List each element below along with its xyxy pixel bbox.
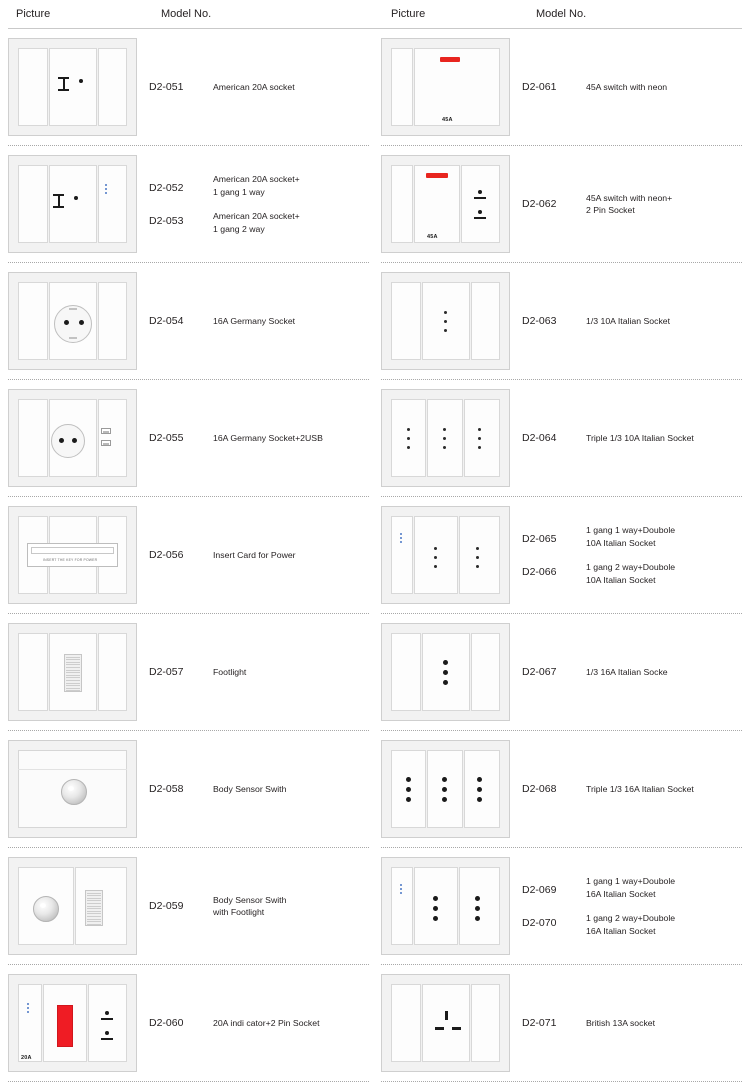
- model-number: D2-059: [149, 900, 184, 912]
- table-row: [381, 29, 742, 146]
- model-list: [522, 307, 578, 335]
- left-column: [8, 29, 375, 1082]
- model-list: [522, 424, 578, 452]
- model-list: [149, 892, 205, 920]
- description: Body Sensor Swith: [213, 783, 287, 794]
- model-number: D2-056: [149, 549, 184, 561]
- model-number: D2-055: [149, 432, 184, 444]
- product-image-d2-054: [8, 272, 137, 370]
- body-sensor-footlight-art: [8, 857, 137, 955]
- description: [586, 912, 742, 937]
- germany-socket-usb-art: [8, 389, 137, 487]
- model-list: [149, 1009, 205, 1037]
- model-number: D2-054: [149, 315, 184, 327]
- description: [213, 894, 369, 919]
- description: 20A indi cator+2 Pin Socket: [213, 1017, 320, 1028]
- product-info: [137, 541, 369, 569]
- model-number: D2-060: [149, 1017, 184, 1029]
- description-list: [578, 432, 742, 445]
- product-info: [510, 775, 742, 803]
- description-list: [578, 666, 742, 679]
- description: American 20A socket: [213, 81, 295, 92]
- table-row: [381, 263, 742, 380]
- neon-indicator: [440, 57, 460, 62]
- model-list: [522, 73, 578, 101]
- description-list: [578, 192, 742, 217]
- product-image-d2-059: [8, 857, 137, 955]
- header-model-left: Model No.: [161, 8, 212, 20]
- product-image-d2-060: [8, 974, 137, 1072]
- description-line: 1 gang 2 way+Doubole: [586, 913, 676, 923]
- table-row: [8, 848, 369, 965]
- description-line: Body Sensor Swith: [213, 894, 287, 905]
- product-image-d2-061: [381, 38, 510, 136]
- product-info: [137, 1009, 369, 1037]
- product-image-d2-057: [8, 623, 137, 721]
- table-row: [8, 29, 369, 146]
- description: [586, 524, 742, 549]
- product-image-d2-051: [8, 38, 137, 136]
- product-info: [510, 190, 742, 218]
- model-list: [522, 532, 578, 579]
- model-number: D2-068: [522, 783, 557, 795]
- table-row: [381, 380, 742, 497]
- description: [213, 173, 369, 198]
- american-20a-socket-art: [8, 38, 137, 136]
- product-image-d2-056: [8, 506, 137, 604]
- description: Footlight: [213, 666, 247, 677]
- rating-label: 45A: [427, 234, 438, 240]
- model-list: [149, 73, 205, 101]
- description-line: 16A Italian Socket: [586, 925, 656, 936]
- body-sensor-art: [8, 740, 137, 838]
- rating-label: 45A: [442, 117, 453, 123]
- 45a-switch-neon-2pin-art: [381, 155, 510, 253]
- model-list: [522, 775, 578, 803]
- description: Triple 1/3 10A Italian Socket: [586, 432, 694, 443]
- british-13a-socket-art: [381, 974, 510, 1072]
- product-image-d2-063: [381, 272, 510, 370]
- table-row: [381, 497, 742, 614]
- product-grid: [8, 29, 742, 1082]
- description-list: [578, 1017, 742, 1030]
- american-20a-socket-switch-art: [8, 155, 137, 253]
- description-line: 45A switch with neon+: [586, 192, 673, 203]
- product-info: [510, 1009, 742, 1037]
- product-info: [510, 424, 742, 452]
- description: 1/3 16A Italian Socke: [586, 666, 668, 677]
- description: [213, 210, 369, 235]
- model-list: [149, 541, 205, 569]
- model-number: D2-066: [522, 565, 557, 578]
- description-list: [205, 783, 369, 796]
- product-info: [510, 658, 742, 686]
- description-line: 1 gang 1 way+Doubole: [586, 525, 676, 535]
- product-image-d2-064: [381, 389, 510, 487]
- product-info: [137, 658, 369, 686]
- model-number: D2-061: [522, 81, 557, 93]
- product-info: [137, 173, 369, 235]
- model-list: [522, 883, 578, 930]
- neon-indicator: [426, 173, 448, 178]
- product-info: [137, 775, 369, 803]
- card-instruction-text: INSERT THE KEY FOR POWER: [43, 558, 98, 562]
- table-header: [8, 0, 742, 29]
- description-list: [205, 666, 369, 679]
- description-list: [205, 1017, 369, 1030]
- description: Triple 1/3 16A Italian Socket: [586, 783, 694, 794]
- table-row: [8, 965, 369, 1082]
- product-info: [510, 73, 742, 101]
- table-row: [381, 965, 742, 1082]
- description-line: with Footlight: [213, 907, 265, 917]
- product-info: [137, 307, 369, 335]
- germany-socket-art: [8, 272, 137, 370]
- product-info: [137, 424, 369, 452]
- description: 16A Germany Socket: [213, 315, 296, 326]
- description: British 13A socket: [586, 1017, 656, 1028]
- description: [586, 561, 742, 586]
- model-list: [522, 1009, 578, 1037]
- product-info: [510, 307, 742, 335]
- header-model-right: Model No.: [536, 8, 587, 20]
- italian-socket-16a-art: [381, 623, 510, 721]
- product-info: [510, 875, 742, 937]
- table-row: [381, 731, 742, 848]
- description-line: 10A Italian Socket: [586, 574, 656, 585]
- rating-label: 20A: [21, 1055, 32, 1061]
- description-line: American 20A socket+: [213, 211, 300, 221]
- model-number: D2-065: [522, 532, 557, 545]
- product-image-d2-062: [381, 155, 510, 253]
- description-line: 16A Italian Socket: [586, 888, 656, 899]
- switch-double-italian-16a-art: [381, 857, 510, 955]
- description-line: 1 gang 2 way+Doubole: [586, 562, 676, 572]
- description: Insert Card for Power: [213, 549, 296, 560]
- model-number: D2-051: [149, 81, 184, 93]
- description-line: 1 gang 2 way: [213, 223, 265, 234]
- model-number: D2-064: [522, 432, 557, 444]
- insert-card-art: [8, 506, 137, 604]
- table-row: [381, 848, 742, 965]
- model-list: [149, 424, 205, 452]
- product-info: [137, 892, 369, 920]
- description: 45A switch with neon: [586, 81, 668, 92]
- description-list: [205, 432, 369, 445]
- table-row: [8, 380, 369, 497]
- header-picture-right: Picture: [391, 8, 426, 20]
- description-line: 2 Pin Socket: [586, 205, 635, 215]
- model-list: [149, 307, 205, 335]
- description-list: [205, 81, 369, 94]
- table-row: [381, 146, 742, 263]
- model-number: D2-052: [149, 181, 184, 194]
- description-list: [578, 524, 742, 586]
- model-list: [522, 658, 578, 686]
- product-image-d2-055: [8, 389, 137, 487]
- 45a-switch-neon-art: [381, 38, 510, 136]
- model-list: [149, 181, 205, 228]
- triple-italian-socket-10a-art: [381, 389, 510, 487]
- description-line: 1 gang 1 way+Doubole: [586, 876, 676, 886]
- model-number: D2-067: [522, 666, 557, 678]
- description: 16A Germany Socket+2USB: [213, 432, 323, 443]
- product-image-d2-058: [8, 740, 137, 838]
- description: [586, 192, 742, 217]
- description-list: [205, 549, 369, 562]
- switch-double-italian-10a-art: [381, 506, 510, 604]
- table-row: [8, 497, 369, 614]
- table-row: [381, 614, 742, 731]
- product-image-d2-065: [381, 506, 510, 604]
- table-row: [8, 146, 369, 263]
- description-list: [578, 875, 742, 937]
- model-number: D2-057: [149, 666, 184, 678]
- header-picture-left: Picture: [16, 8, 51, 20]
- description-list: [578, 783, 742, 796]
- model-list: [149, 658, 205, 686]
- product-image-d2-067: [381, 623, 510, 721]
- italian-socket-10a-art: [381, 272, 510, 370]
- description-list: [578, 81, 742, 94]
- description-list: [205, 894, 369, 919]
- product-image-d2-068: [381, 740, 510, 838]
- model-number: D2-069: [522, 883, 557, 896]
- model-number: D2-070: [522, 916, 557, 929]
- model-number: D2-053: [149, 214, 184, 227]
- model-number: D2-062: [522, 198, 557, 210]
- model-number: D2-071: [522, 1017, 557, 1029]
- description-list: [205, 173, 369, 235]
- description-line: 1 gang 1 way: [213, 186, 265, 197]
- product-image-d2-052: [8, 155, 137, 253]
- product-info: [510, 524, 742, 586]
- table-row: [8, 263, 369, 380]
- model-number: D2-063: [522, 315, 557, 327]
- right-column: [375, 29, 742, 1082]
- product-image-d2-071: [381, 974, 510, 1072]
- product-image-d2-069: [381, 857, 510, 955]
- description-line: 10A Italian Socket: [586, 537, 656, 548]
- model-list: [149, 775, 205, 803]
- description: 1/3 10A Italian Socket: [586, 315, 671, 326]
- product-info: [137, 73, 369, 101]
- model-number: D2-058: [149, 783, 184, 795]
- table-row: [8, 614, 369, 731]
- description: [586, 875, 742, 900]
- footlight-art: [8, 623, 137, 721]
- description-list: [205, 315, 369, 328]
- triple-italian-socket-16a-art: [381, 740, 510, 838]
- description-line: American 20A socket+: [213, 174, 300, 184]
- model-list: [522, 190, 578, 218]
- 20a-indicator-2pin-art: [8, 974, 137, 1072]
- description-list: [578, 315, 742, 328]
- table-row: [8, 731, 369, 848]
